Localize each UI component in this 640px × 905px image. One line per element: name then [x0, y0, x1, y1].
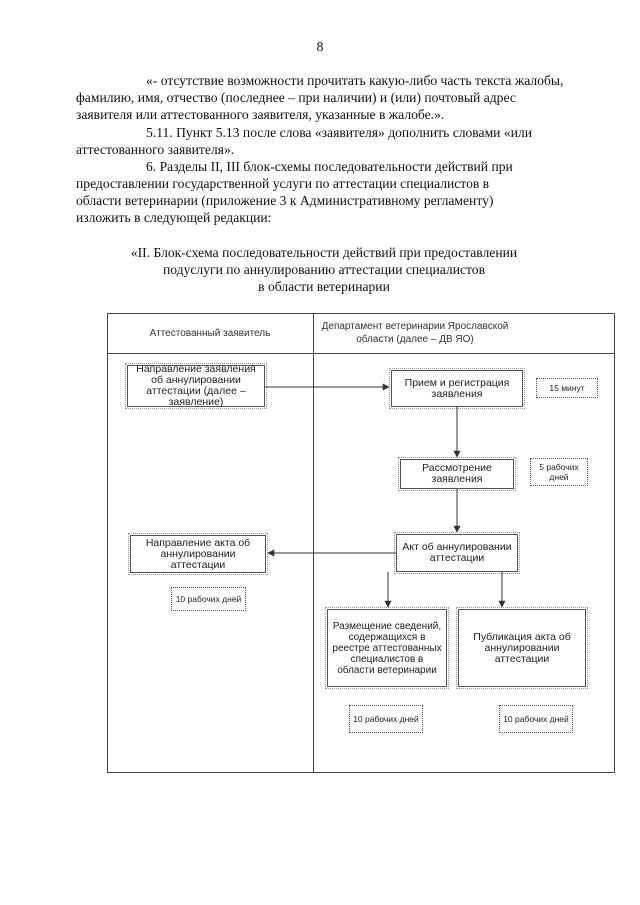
review-time-box: 5 рабочих дней: [530, 458, 588, 486]
paragraph-3-line-1: 6. Разделы II, III блок-схемы последовательности действий при: [146, 159, 513, 174]
reception-time-box: 15 минут: [536, 378, 598, 398]
paragraph-2-line-2: аттестованного заявителя».: [76, 142, 235, 157]
paragraph-2-line-1: 5.11. Пункт 5.13 после слова «заявителя» дополнить словами «или: [146, 125, 532, 140]
paragraph-3-line-2: предоставлении государственной услуги по аттестации специалистов в: [76, 176, 490, 191]
paragraph-1-line-3: заявителя или аттестованного заявителя, указанные в жалобе.».: [76, 107, 445, 122]
paragraph-1-line-2: фамилию, имя, отчество (последнее – при наличии) и (или) почтовый адрес: [76, 90, 516, 105]
reception-box: Прием и регистрация заявления: [391, 370, 523, 407]
act-box: Акт об аннулировании аттестации: [396, 534, 518, 572]
registry-box: Размещение сведений, содержащихся в реестре аттестованных специалистов в области ветеринарии: [327, 609, 447, 687]
registry-time-box: 10 рабочих дней: [349, 705, 423, 733]
column-header-department: Департамент ветеринарии Ярославской области (далее – ДВ ЯО): [321, 321, 509, 345]
page-number: 8: [316, 40, 324, 55]
paragraph-1-line-1: «- отсутствие возможности прочитать какую-либо часть текста жалобы,: [146, 73, 564, 88]
column-header-applicant: Аттестованный заявитель: [149, 328, 271, 339]
section-title-line-3: в области ветеринарии: [258, 279, 390, 294]
publication-time-box: 10 рабочих дней: [499, 705, 573, 733]
send-act-box: Направление акта об аннулировании аттестации: [130, 535, 266, 573]
publication-box: Публикация акта об аннулировании аттестации: [458, 609, 586, 687]
paragraph-3-line-3: области ветеринарии (приложение 3 к Административному регламенту): [76, 193, 494, 208]
review-box: Рассмотрение заявления: [400, 459, 514, 489]
section-title-line-2: подуслуги по аннулированию аттестации специалистов: [163, 262, 485, 277]
paragraph-3-line-4: изложить в следующей редакции:: [76, 210, 272, 225]
application-box: Направление заявления об аннулировании аттестации (далее – заявление): [127, 365, 265, 407]
section-title-line-1: «II. Блок-схема последовательности действий при предоставлении: [130, 245, 518, 260]
send-act-time-box: 10 рабочих дней: [171, 587, 246, 611]
